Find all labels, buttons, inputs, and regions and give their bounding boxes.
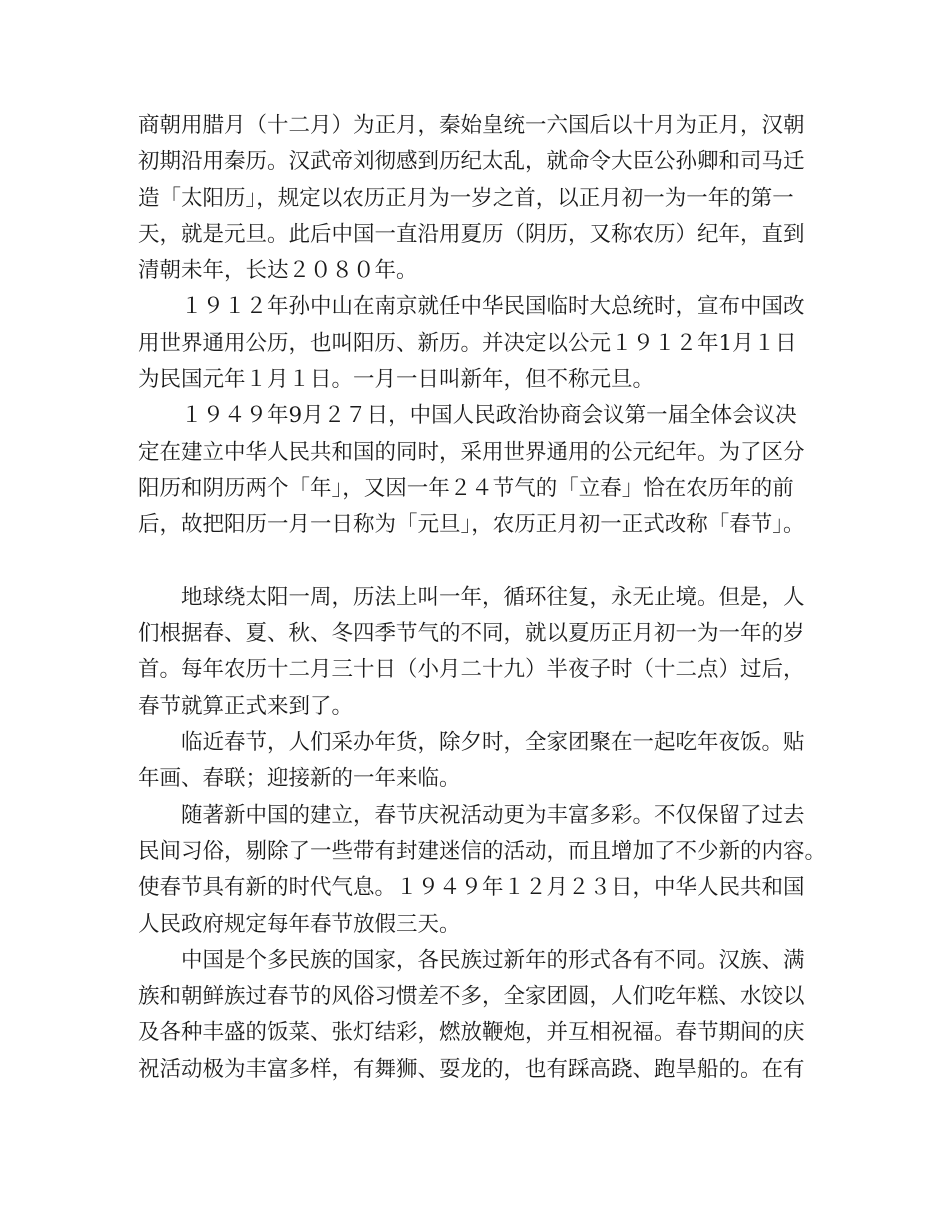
text-line: 清朝未年，长达２０８０年。: [138, 258, 418, 284]
text-line: 春节就算正式来到了。: [138, 693, 354, 719]
document-body: [138, 108, 828, 1088]
text-line: 人民政府规定每年春节放假三天。: [138, 911, 461, 937]
text-line: 商朝用腊月（十二月）为正月，秦始皇统一六国后以十月为正月，汉朝: [138, 113, 805, 138]
text-line: 们根据春、夏、秋、冬四季节气的不同，就以夏历正月初一为一年的岁: [138, 621, 805, 647]
text-line: 阳历和阴历两个「年」，又因一年２４节气的「立春」恰在农历年的前: [138, 475, 794, 501]
text-line: 地球绕太阳一周，历法上叫一年，循环往复，永无止境。但是，人: [138, 584, 805, 610]
text-line: 后，故把阳历一月一日称为「元旦」，农历正月初一正式改称「春节」。: [138, 512, 805, 538]
text-line: 为民国元年１月１日。一月一日叫新年，但不称元旦。: [138, 367, 655, 393]
text-line: 初期沿用秦历。汉武帝刘彻感到历纪太乱，就命令大臣公孙卿和司马迁: [138, 149, 805, 175]
text-line: 年画、春联；迎接新的一年来临。: [138, 766, 461, 792]
paragraph-gap: [138, 544, 828, 580]
text-line: 用世界通用公历，也叫阳历、新历。并决定以公元１９１２年1月１日: [138, 330, 797, 356]
text-line: 族和朝鲜族过春节的风俗习惯差不多，全家团圆，人们吃年糕、水饺以: [138, 984, 805, 1010]
text-line: 祝活动极为丰富多样，有舞狮、耍龙的，也有踩高跷、跑旱船的。在有: [138, 1056, 805, 1082]
text-line: 首。每年农历十二月三十日（小月二十九）半夜子时（十二点）过后，: [138, 657, 805, 683]
text-line: 及各种丰盛的饭菜、张灯结彩，燃放鞭炮，并互相祝福。春节期间的庆: [138, 1020, 805, 1046]
text-line: 临近春节，人们采办年货，除夕时，全家团聚在一起吃年夜饭。贴: [138, 730, 805, 756]
text-line: 随著新中国的建立，春节庆祝活动更为丰富多彩。不仅保留了过去: [138, 802, 805, 828]
text-line: 民间习俗，剔除了一些带有封建迷信的活动，而且增加了不少新的内容。: [138, 838, 827, 864]
text-line: 中国是个多民族的国家，各民族过新年的形式各有不同。汉族、满: [138, 947, 805, 973]
text-line: 造「太阳历」，规定以农历正月为一岁之首，以正月初一为一年的第一: [138, 185, 794, 211]
text-line: 使春节具有新的时代气息。１９４９年１２月２３日，中华人民共和国: [138, 875, 805, 901]
text-line: 定在建立中华人民共和国的同时，采用世界通用的公元纪年。为了区分: [138, 439, 805, 465]
text-line: １９４９年9月２７日，中国人民政治协商会议第一届全体会议决: [138, 403, 797, 429]
text-line: 天，就是元旦。此后中国一直沿用夏历（阴历，又称农历）纪年，直到: [138, 221, 805, 247]
text-line: １９１２年孙中山在南京就任中华民国临时大总统时，宣布中国改: [138, 294, 805, 320]
